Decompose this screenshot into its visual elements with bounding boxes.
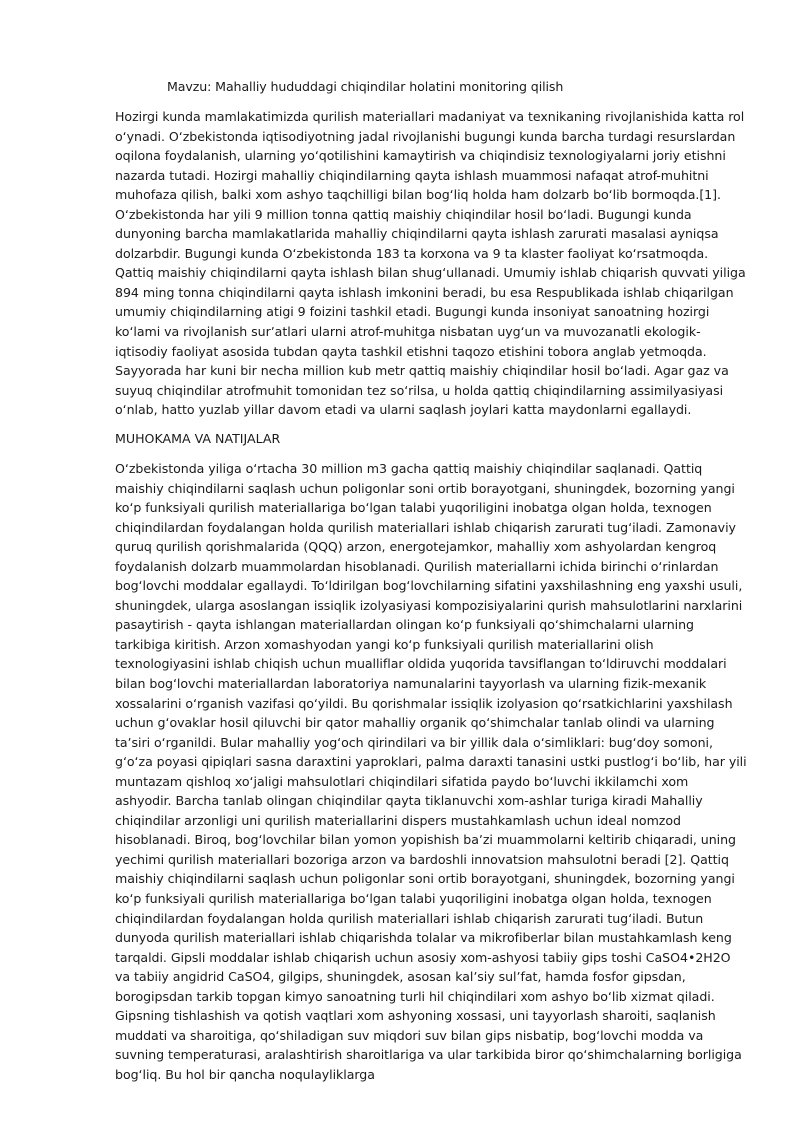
discussion-paragraph: Oʻzbekistonda yiliga oʻrtacha 30 million m3 gacha qattiq maishiy chiqindilar saqlanadi. Qattiq maishiy chiqindilarni saqlash uchun poligonlar soni ortib borayotgani, shuningdek, bozorning yangi koʻp funksiyali qurilish materiallariga boʻlgan talabi yuqoriligini inobatga olgan holda, texnogen chiqindilardan foydalangan holda qurilish materiallari ishlab chiqarish zarurati tugʻiladi. Zamonaviy quruq qurilish qorishmalarida (QQQ) arzon, energotejamkor, mahalliy xom ashyolardan kengroq foydalanish dolzarb muammolardan hisoblanadi. Qurilish materiallarni ichida birinchi oʻrinlardan bogʻlovchi moddalar egallaydi. Toʻldirilgan bogʻlovchilarning sifatini yaxshilashning eng yaxshi usuli, shuningdek, ularga asoslangan issiqlik izolyasiyasi kompozisiyalarini qurish mahsulotlarini narxlarini pasaytirish - qayta ishlangan materiallardan olingan koʻp funksiyali qoʻshimchalarni ularning tarkibiga kiritish. Arzon xomashyodan yangi koʻp funksiyali qurilish materiallarini olish texnologiyasini ishlab chiqish uchun mualliflar oldida yuqorida tavsiflangan toʻldiruvchi moddalari bilan bogʻlovchi materiallardan laboratoriya namunalarini tayyorlash va ularning fizik-mexanik xossalarini oʻrganish vazifasi qoʻyildi. Bu qorishmalar issiqlik izolyasion qoʻrsatkichlarini yaxshilash uchun gʻovaklar hosil qiluvchi bir qator mahalliy organik qoʻshimchalar tanlab olindi va ularning taʼsiri oʻrganildi. Bular mahalliy yogʻoch qirindilari va bir yillik dala oʻsimliklari: bugʻdoy somoni, gʻoʻza poyasi qipiqlari sasna daraxtini yaproklari, palma daraxti tanasini ustki pustlogʻi boʻlib, har yili muntazam qishloq xoʻjaligi mahsulotlari chiqindilari sifatida paydo boʻluvchi ikkilamchi xom ashyodir. Barcha tanlab olingan chiqindilar qayta tiklanuvchi xom-ashlar turiga kiradi Mahalliy chiqindilar arzonligi uni qurilish materiallarini dispers mustahkamlash uchun ideal nomzod hisoblanadi. Biroq, bogʻlovchilar bilan yomon yopishish baʼzi muammolarni keltirib chiqaradi, uning yechimi qurilish materiallari bozoriga arzon va bardoshli innovatsion mahsulotni beradi [2]. Qattiq maishiy chiqindilarni saqlash uchun poligonlar soni ortib borayotgani, shuningdek, bozorning yangi koʻp funksiyali qurilish materiallariga boʻlgan talabi yuqoriligini inobatga olgan holda, texnogen chiqindilardan foydalangan holda qurilish materiallari ishlab chiqarish zarurati tugʻiladi. Butun dunyoda qurilish materiallari ishlab chiqarishda tolalar va mikrofiberlar bilan mustahkamlash keng tarqaldi. Gipsli moddalar ishlab chiqarish uchun asosiy xom-ashyosi tabiiy gips toshi CaSO4•2H2O va tabiiy angidrid CaSO4, gilgips, shuningdek, asosan kalʼsiy sulʼfat, hamda fosfor gipsdan, borogipsdan tarkib topgan kimyo sanoatning turli hil chiqindilari xom ashyo boʻlib xizmat qiladi. Gipsning tishlashish va qotish vaqtlari xom ashyoning xossasi, uni tayyorlash sharoiti, saqlanish muddati va sharoitiga, qoʻshiladigan suv miqdori suv bilan gips nisbatip, bogʻlovchi modda va suvning temperaturasi, aralashtirish sharoitlariga va ular tarkibida biror qoʻshimchalarning borligiga bogʻliq. Bu hol bir qancha noqulayliklarga: [115, 461, 747, 1082]
section-heading: MUHOKAMA VA NATIJALAR: [115, 431, 281, 446]
document-title: Mavzu: Mahalliy hududdagi chiqindilar holatini monitoring qilish: [167, 79, 564, 94]
intro-paragraph: Hozirgi kunda mamlakatimizda qurilish materiallari madaniyat va texnikaning rivojlanishida katta rol oʻynadi. Oʻzbekistonda iqtisodiyotning jadal rivojlanishi bugungi kunda barcha turdagi resurslardan oqilona foydalanish, ularning yoʻqotilishini kamaytirish va chiqindisiz texnologiyalarni joriy etishni nazarda tutadi. Hozirgi mahalliy chiqindilarning qayta ishlash muammosi nafaqat atrof-muhitni muhofaza qilish, balki xom ashyo taqchilligi bilan bogʻliq holda ham dolzarb boʻlib bormoqda.[1]. Oʻzbekistonda har yili 9 million tonna qattiq maishiy chiqindilar hosil boʻladi. Bugungi kunda dunyoning barcha mamlakatlarida mahalliy chiqindilarni qayta ishlash zarurati masalasi ayniqsa dolzarbdir. Bugungi kunda Oʻzbekistonda 183 ta korxona va 9 ta klaster faoliyat koʻrsatmoqda. Qattiq maishiy chiqindilarni qayta ishlash bilan shugʻullanadi. Umumiy ishlab chiqarish quvvati yiliga 894 ming tonna chiqindilarni qayta ishlash imkonini beradi, bu esa Respublikada ishlab chiqarilgan umumiy chiqindilarning atigi 9 foizini tashkil etadi. Bugungi kunda insoniyat sanoatning hozirgi koʻlami va rivojlanish surʼatlari ularni atrof-muhitga nisbatan uygʻun va muvozanatli ekologik-iqtisodiy faoliyat asosida tubdan qayta tashkil etishni taqozo etishini tobora anglab yetmoqda. Sayyorada har kuni bir necha million kub metr qattiq maishiy chiqindilar hosil boʻladi. Agar gaz va suyuq chiqindilar atrofmuhit tomonidan tez soʻrilsa, u holda qattiq chiqindilarning assimilyasiyasi oʻnlab, hatto yuzlab yillar davom etadi va ularni saqlash joylari katta maydonlarni egallaydi.: [115, 109, 746, 418]
